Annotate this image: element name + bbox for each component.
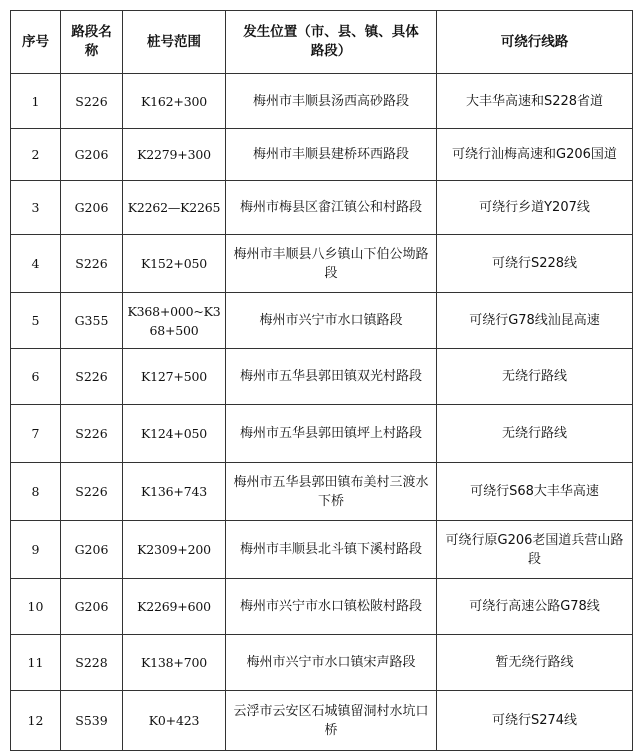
location-cell: 梅州市丰顺县八乡镇山下伯公坳路段 — [226, 235, 437, 293]
road-name-cell: G206 — [61, 181, 123, 235]
road-name-cell: G206 — [61, 129, 123, 181]
road-name-cell: S226 — [61, 349, 123, 405]
location-cell: 梅州市丰顺县建桥环西路段 — [226, 129, 437, 181]
detour-cell: 暂无绕行路线 — [437, 635, 633, 691]
row-no-cell: 8 — [11, 463, 61, 521]
location-cell: 梅州市丰顺县北斗镇下溪村路段 — [226, 521, 437, 579]
road-name-cell: S226 — [61, 74, 123, 129]
milepost-cell: K2269+600 — [123, 579, 226, 635]
milepost-cell: K162+300 — [123, 74, 226, 129]
location-cell: 梅州市兴宁市水口镇松陂村路段 — [226, 579, 437, 635]
row-no-cell: 6 — [11, 349, 61, 405]
milepost-cell: K138+700 — [123, 635, 226, 691]
table-row — [11, 181, 633, 235]
row-no-cell: 9 — [11, 521, 61, 579]
detour-cell: 可绕行S68大丰华高速 — [437, 463, 633, 521]
row-no-cell: 12 — [11, 691, 61, 751]
milepost-cell: K2279+300 — [123, 129, 226, 181]
road-name-cell: S226 — [61, 235, 123, 293]
road-name-cell: S228 — [61, 635, 123, 691]
milepost-cell: K127+500 — [123, 349, 226, 405]
detour-cell: 可绕行原G206老国道兵营山路段 — [437, 521, 633, 579]
row-no-cell: 5 — [11, 293, 61, 349]
road-name-cell: S226 — [61, 405, 123, 463]
table-row — [11, 635, 633, 691]
location-cell: 梅州市梅县区畲江镇公和村路段 — [226, 181, 437, 235]
milepost-cell: K152+050 — [123, 235, 226, 293]
detour-cell: 无绕行路线 — [437, 405, 633, 463]
location-cell: 梅州市五华县郭田镇布美村三渡水下桥 — [226, 463, 437, 521]
table-row — [11, 129, 633, 181]
table-row — [11, 579, 633, 635]
location-cell: 梅州市兴宁市水口镇宋声路段 — [226, 635, 437, 691]
milepost-cell: K136+743 — [123, 463, 226, 521]
row-no-cell: 1 — [11, 74, 61, 129]
location-cell: 梅州市兴宁市水口镇路段 — [226, 293, 437, 349]
road-name-cell: G355 — [61, 293, 123, 349]
row-no-cell: 3 — [11, 181, 61, 235]
row-no-cell: 7 — [11, 405, 61, 463]
table-body — [11, 74, 633, 751]
milepost-cell: K124+050 — [123, 405, 226, 463]
detour-cell: 可绕行乡道Y207线 — [437, 181, 633, 235]
detour-cell: 可绕行高速公路G78线 — [437, 579, 633, 635]
milepost-cell: K2262—K2265 — [123, 181, 226, 235]
header-no: 序号 — [11, 11, 61, 74]
road-name-cell: S226 — [61, 463, 123, 521]
table-row — [11, 691, 633, 751]
header-row — [11, 11, 633, 74]
detour-cell: 无绕行路线 — [437, 349, 633, 405]
row-no-cell: 11 — [11, 635, 61, 691]
header-detour: 可绕行线路 — [437, 11, 633, 74]
detour-cell: 可绕行汕梅高速和G206国道 — [437, 129, 633, 181]
road-name-cell: S539 — [61, 691, 123, 751]
detour-cell: 可绕行S228线 — [437, 235, 633, 293]
road-detour-table — [10, 10, 633, 751]
table-row — [11, 521, 633, 579]
milepost-cell: K0+423 — [123, 691, 226, 751]
milepost-cell: K2309+200 — [123, 521, 226, 579]
table-row — [11, 349, 633, 405]
row-no-cell: 10 — [11, 579, 61, 635]
detour-cell: 可绕行G78线汕昆高速 — [437, 293, 633, 349]
detour-cell: 可绕行S274线 — [437, 691, 633, 751]
road-name-cell: G206 — [61, 521, 123, 579]
detour-cell: 大丰华高速和S228省道 — [437, 74, 633, 129]
table-row — [11, 463, 633, 521]
location-cell: 梅州市五华县郭田镇坪上村路段 — [226, 405, 437, 463]
row-no-cell: 2 — [11, 129, 61, 181]
table-row — [11, 235, 633, 293]
location-cell: 梅州市五华县郭田镇双光村路段 — [226, 349, 437, 405]
header-location: 发生位置（市、县、镇、具体路段） — [226, 11, 437, 74]
header-milepost-range: 桩号范围 — [123, 11, 226, 74]
milepost-cell: K368+000~K368+500 — [123, 293, 226, 349]
table-row — [11, 293, 633, 349]
header-road-name: 路段名称 — [61, 11, 123, 74]
table-row — [11, 405, 633, 463]
table-row — [11, 74, 633, 129]
location-cell: 云浮市云安区石城镇留洞村水坑口桥 — [226, 691, 437, 751]
road-name-cell: G206 — [61, 579, 123, 635]
location-cell: 梅州市丰顺县汤西高砂路段 — [226, 74, 437, 129]
row-no-cell: 4 — [11, 235, 61, 293]
